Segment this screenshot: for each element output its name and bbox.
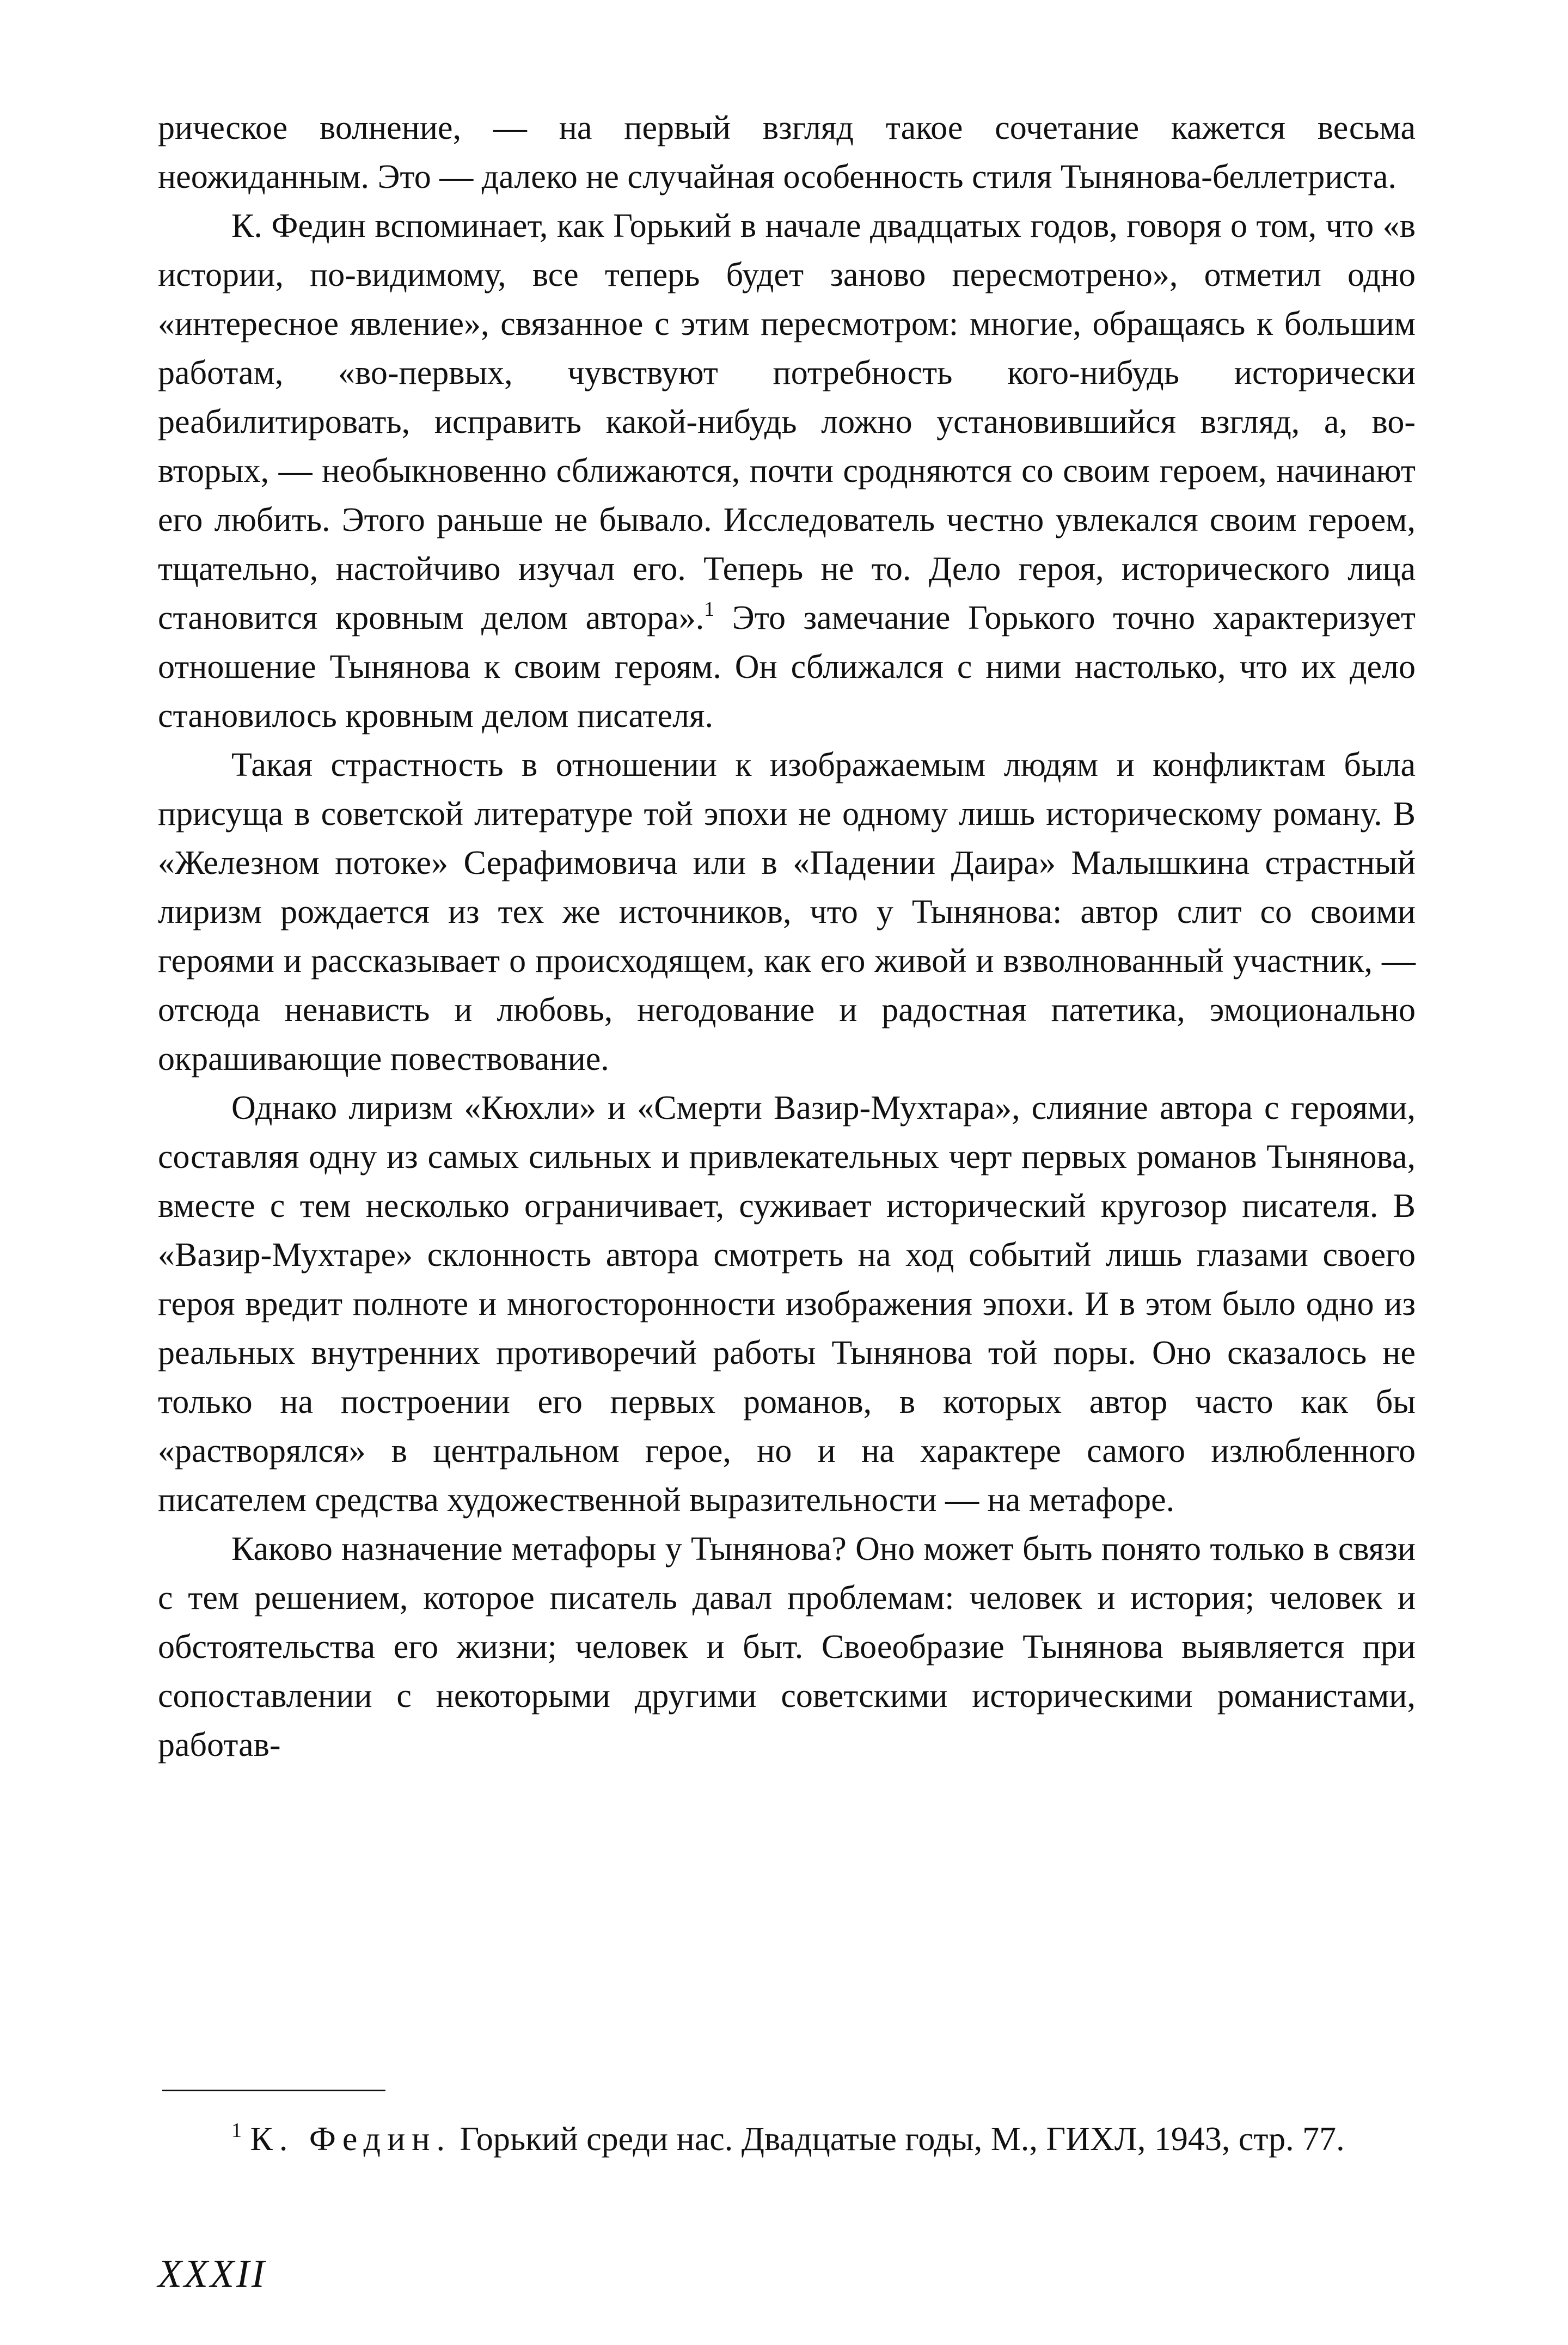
paragraph-3: Такая страстность в отношении к изображаемым людям и конфликтам была присуща в советской литературе той эпохи не одному лишь историческому роману. В «Железном потоке» Серафимовича или в «Падении Даира» Малышкина страстный лиризм рождается из тех же источников, что у Тынянова: автор слит со своими героями и рассказывает о происходящем, как его живой и взволнованный участник, — отсюда ненависть и любовь, негодование и радостная патетика, эмоционально окрашивающие повествование. [158, 746, 1416, 1077]
paragraph-4: Однако лиризм «Кюхли» и «Смерти Вазир-Мухтара», слияние автора с героями, составляя одну из самых сильных и привлекательных черт первых романов Тынянова, вместе с тем несколько ограничивает, суживает исторический кругозор писателя. В «Вазир-Мухтаре» склонность автора смотреть на ход событий лишь глазами своего героя вредит полноте и многосторонности изображения эпохи. И в этом было одно из реальных внутренних противоречий работы Тынянова той поры. Оно сказалось не только на построении его первых романов, в которых автор часто как бы «растворялся» в центральном герое, но и на характере самого излюбленного писателем средства художественной выразительности — на метафоре. [158, 1089, 1416, 1519]
footnote-reference: 1 [704, 598, 715, 621]
paragraph-1: рическое волнение, — на первый взгляд такое сочетание кажется весьма неожиданным. Это — далеко не случайная особенность стиля Тынянова-беллетриста. [158, 109, 1416, 195]
footnote-mark: 1 [231, 2119, 242, 2142]
footnote [158, 2115, 1416, 2163]
footnote-text: Горький среди нас. Двадцатые годы, М., ГИХЛ, 1943, стр. 77. [451, 2121, 1345, 2158]
body-text [158, 103, 1416, 1770]
paragraph-2-continuation: Это замечание Горького точно характеризует отношение Тынянова к своим героям. Он сближался с ними настолько, что их дело становилось кровным делом писателя. [158, 599, 1416, 734]
paragraph-2 [158, 201, 1416, 740]
footnote-divider [162, 2090, 385, 2091]
paragraph-5: Каково назначение метафоры у Тынянова? Оно может быть понято только в связи с тем решением, которое писатель давал проблемам: человек и история; человек и обстоятельства его жизни; человек и быт. Своеобразие Тынянова выявляется при сопоставлении с некоторыми другими советскими историческими романистами, работав- [158, 1530, 1416, 1764]
paragraph-2-text: К. Федин вспоминает, как Горький в начале двадцатых годов, говоря о том, что «в истории, по-видимому, все теперь будет заново пересмотрено», отметил одно «интересное явление», связанное с этим пересмотром: многие, обращаясь к большим работам, «во-первых, чувствуют потребность кого-нибудь исторически реабилитировать, исправить какой-нибудь ложно установившийся взгляд, а, во-вторых, — необыкновенно сближаются, почти сродняются со своим героем, начинают его любить. Этого раньше не бывало. Исследователь честно увлекался своим героем, тщательно, настойчиво изучал его. Теперь не то. Дело героя, исторического лица становится кровным делом автора». [158, 207, 1416, 636]
page-number: XXXII [158, 2252, 267, 2295]
footnote-author: К. Федин. [250, 2121, 451, 2158]
